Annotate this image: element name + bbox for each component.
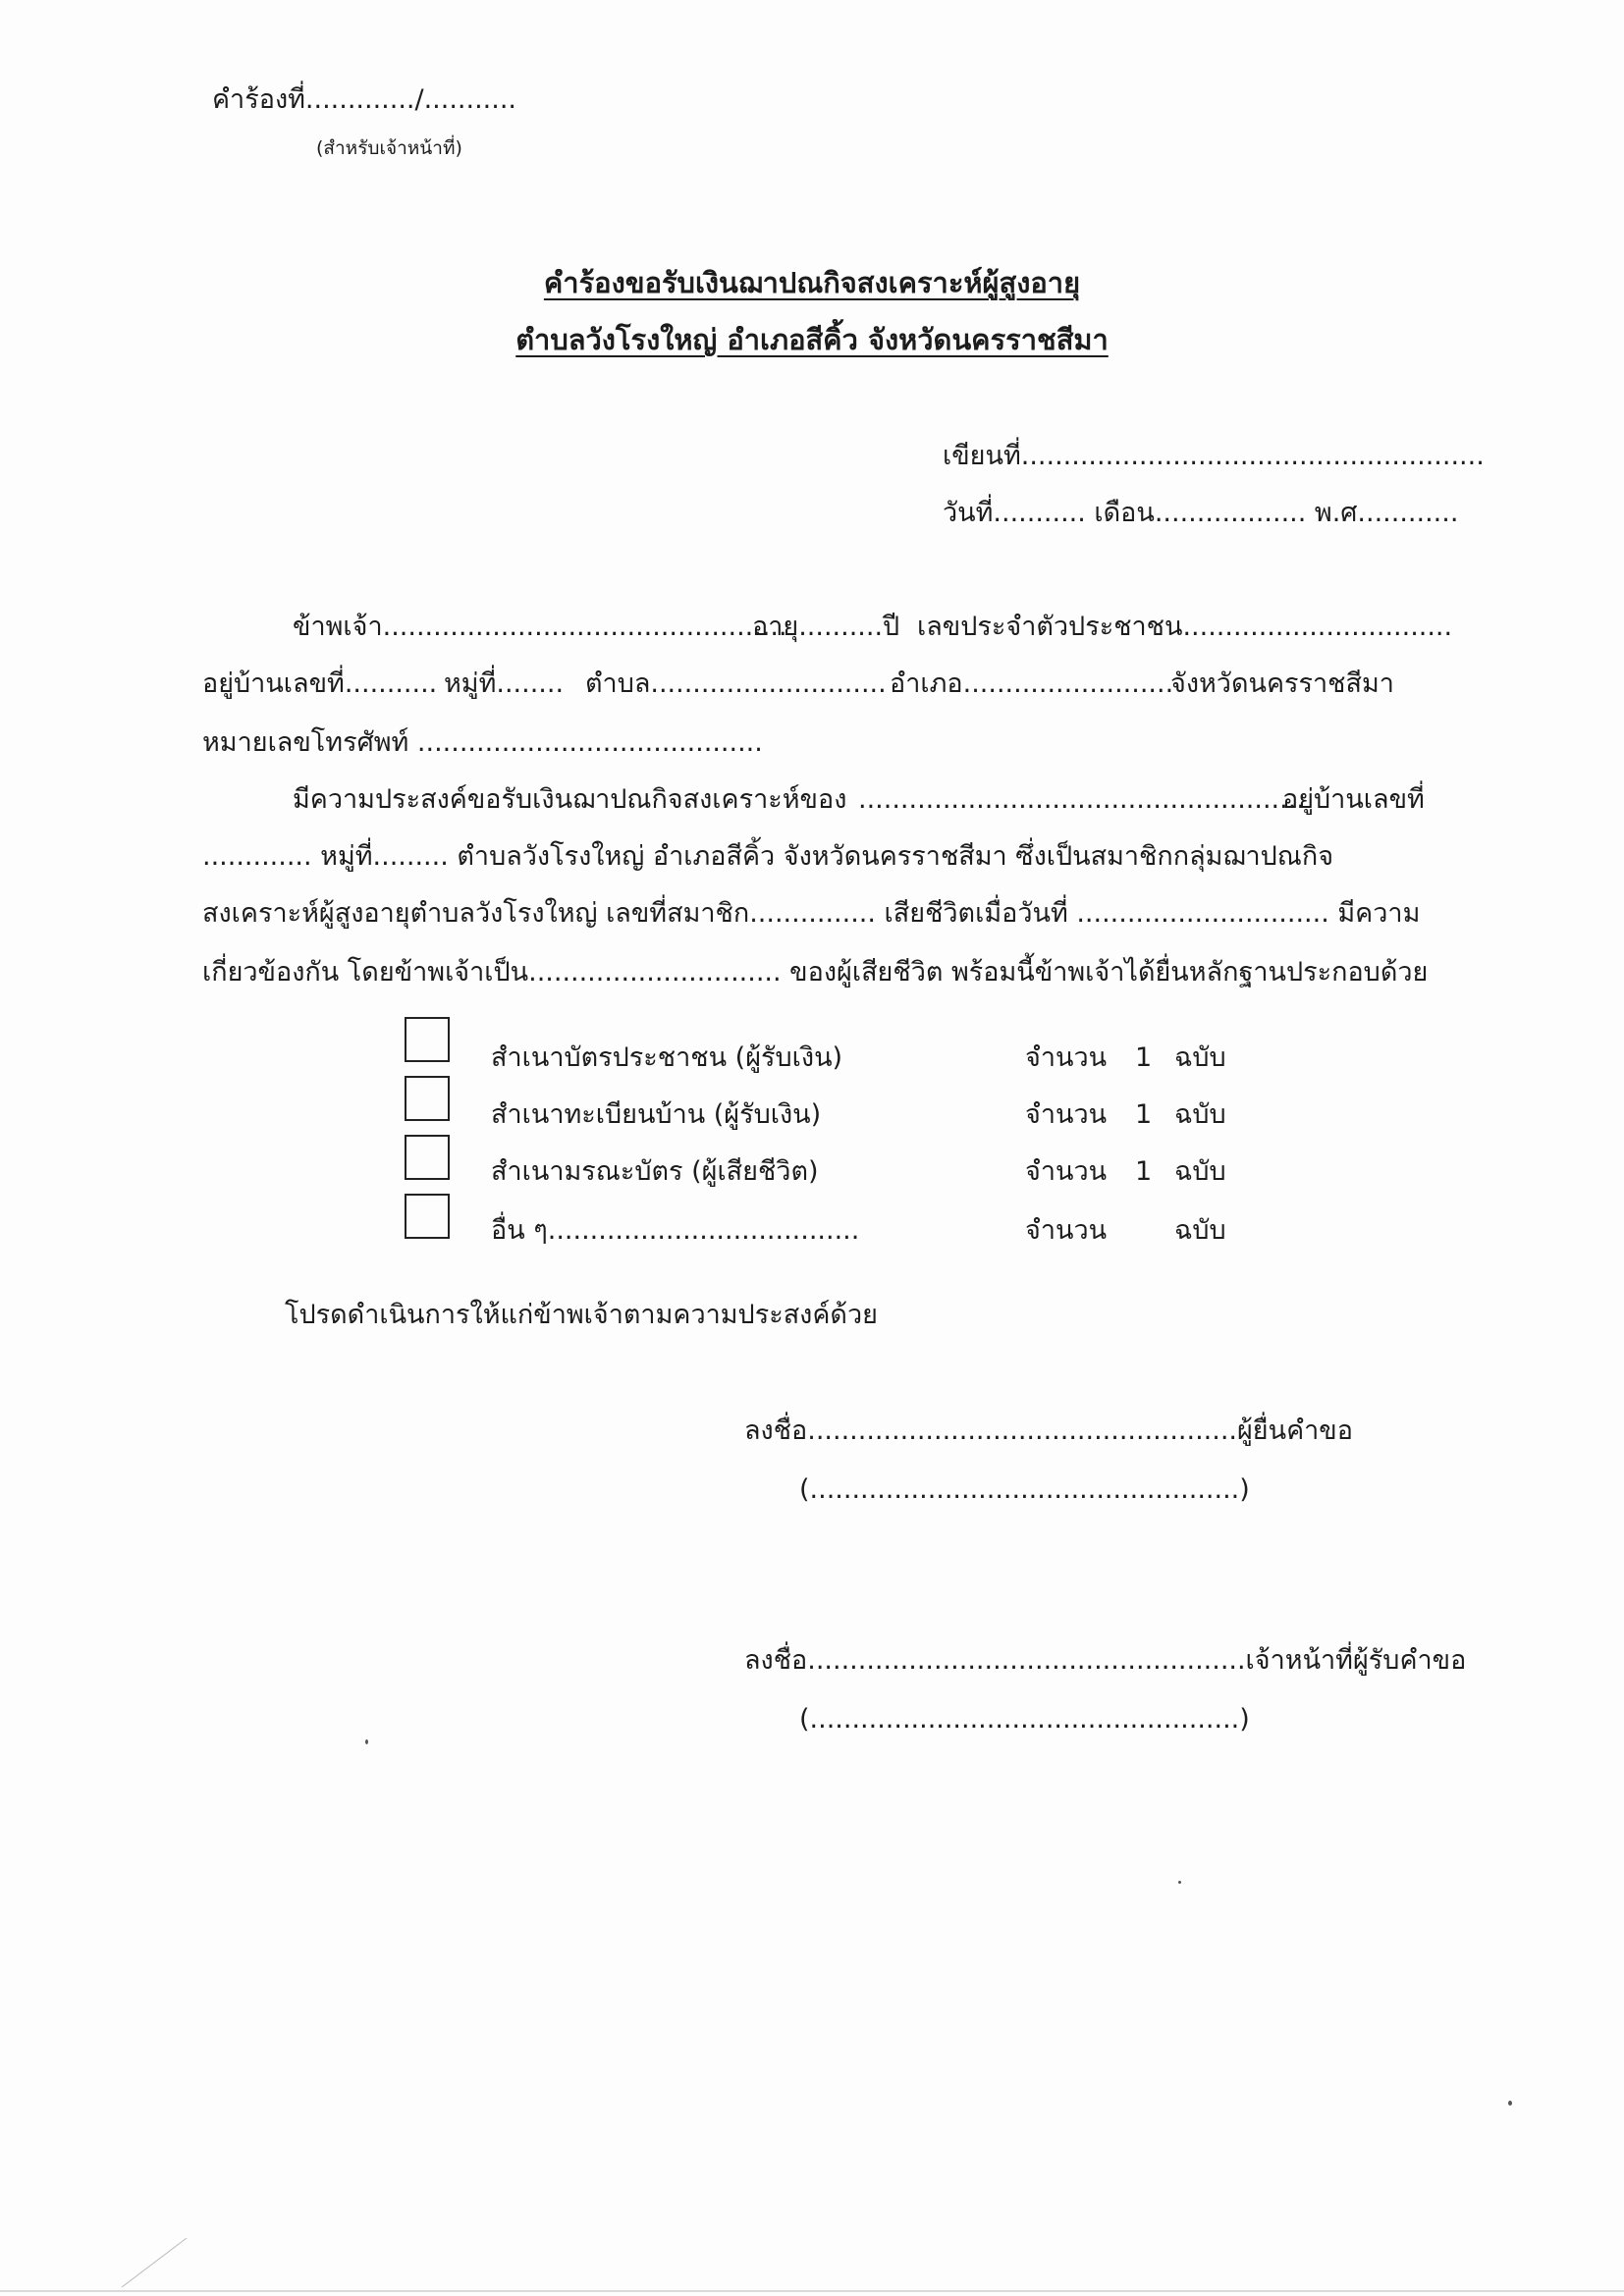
checkbox-id-card[interactable] — [405, 1017, 450, 1062]
national-id-field[interactable]: เลขประจำตัวประชาชน................................ — [917, 612, 1453, 642]
doc-label-other[interactable]: อื่น ๆ..................................... — [491, 1215, 860, 1246]
form-title-line2: ตำบลวังโรงใหญ่ อำเภอสีคิ้ว จังหวัดนครราชสีมา — [515, 323, 1109, 356]
applicant-signature-line[interactable]: ลงชื่อ...................................................ผู้ยื่นคำขอ — [744, 1415, 1353, 1446]
doc-unit-other: ฉบับ — [1174, 1215, 1226, 1246]
doc-label-id-card: สำเนาบัตรประชาชน (ผู้รับเงิน) — [491, 1042, 843, 1073]
amphoe-field[interactable]: อำเภอ......................... — [890, 668, 1174, 699]
doc-unit-death-certificate: ฉบับ — [1174, 1156, 1226, 1187]
house-number-field[interactable]: อยู่บ้านเลขที่........... — [202, 668, 438, 699]
checkbox-death-certificate[interactable] — [405, 1135, 450, 1180]
scan-speck — [365, 1739, 368, 1744]
doc-qty-label-death-certificate: จำนวน — [1025, 1156, 1108, 1187]
scan-speck — [1508, 2101, 1512, 2106]
applicant-printed-name[interactable]: (...................................................) — [799, 1474, 1250, 1505]
doc-label-house-registration: สำเนาทะเบียนบ้าน (ผู้รับเงิน) — [491, 1099, 822, 1130]
deceased-house-label: อยู่บ้านเลขที่ — [1282, 784, 1425, 815]
doc-qty-death-certificate: 1 — [1135, 1156, 1153, 1187]
doc-qty-label-house-registration: จำนวน — [1025, 1099, 1108, 1130]
checkbox-other[interactable] — [405, 1194, 450, 1239]
doc-unit-house-registration: ฉบับ — [1174, 1099, 1226, 1130]
tambon-field[interactable]: ตำบล............................ — [585, 668, 887, 699]
officer-note: (สำหรับเจ้าหน้าที่) — [316, 137, 462, 159]
form-title — [0, 263, 1624, 302]
body-line-7: เกี่ยวข้องกัน โดยข้าพเจ้าเป็น.............................. ของผู้เสียชีวิต พร้อมนี้ข้าพเจ้าได้ยื่นหลักฐานประกอบด้วย — [202, 957, 1429, 988]
scan-edge — [0, 2290, 1624, 2292]
scan-mark — [118, 2215, 196, 2293]
scan-speck — [1178, 1881, 1181, 1884]
form-subtitle — [0, 320, 1624, 359]
doc-qty-house-registration: 1 — [1135, 1099, 1153, 1130]
phone-field[interactable]: หมายเลขโทรศัพท์ ......................................... — [202, 727, 763, 758]
closing-text: โปรดดำเนินการให้แก่ข้าพเจ้าตามความประสงค์ด้วย — [285, 1300, 878, 1330]
body-line-6: สงเคราะห์ผู้สูงอายุตำบลวังโรงใหญ่ เลขที่สมาชิก............... เสียชีวิตเมื่อวันที่ .............................. มีความ — [202, 898, 1421, 929]
form-title-line1: คำร้องขอรับเงินฌาปณกิจสงเคราะห์ผู้สูงอายุ — [543, 266, 1081, 299]
province-text: จังหวัดนครราชสีมา — [1170, 668, 1394, 699]
request-number: คำร้องที่............./........... — [212, 84, 516, 115]
doc-qty-label-other: จำนวน — [1025, 1215, 1108, 1246]
written-at-field[interactable]: เขียนที่....................................................... — [943, 441, 1485, 471]
deceased-name-field[interactable]: ..................................................... — [858, 784, 1305, 815]
village-number-field[interactable]: หมู่ที่........ — [444, 668, 565, 699]
applicant-name-field[interactable]: ข้าพเจ้า................................................ — [293, 612, 787, 642]
body-line-5: ............. หมู่ที่......... ตำบลวังโรงใหญ่ อำเภอสีคิ้ว จังหวัดนครราชสีมา ซึ่งเป็นสมาชิกกลุ่มฌาปณกิจ — [202, 841, 1334, 872]
intent-text: มีความประสงค์ขอรับเงินฌาปณกิจสงเคราะห์ของ — [293, 784, 847, 815]
doc-qty-id-card: 1 — [1135, 1042, 1153, 1073]
doc-unit-id-card: ฉบับ — [1174, 1042, 1226, 1073]
doc-qty-label-id-card: จำนวน — [1025, 1042, 1108, 1073]
applicant-age-field[interactable]: อายุ..........ปี — [752, 612, 900, 642]
officer-printed-name[interactable]: (...................................................) — [799, 1704, 1250, 1735]
doc-label-death-certificate: สำเนามรณะบัตร (ผู้เสียชีวิต) — [491, 1156, 819, 1187]
date-field[interactable]: วันที่........... เดือน.................. พ.ศ............ — [943, 498, 1459, 528]
officer-signature-line[interactable]: ลงชื่อ....................................................เจ้าหน้าที่ผู้รับคำขอ — [744, 1645, 1467, 1676]
checkbox-house-registration[interactable] — [405, 1076, 450, 1121]
